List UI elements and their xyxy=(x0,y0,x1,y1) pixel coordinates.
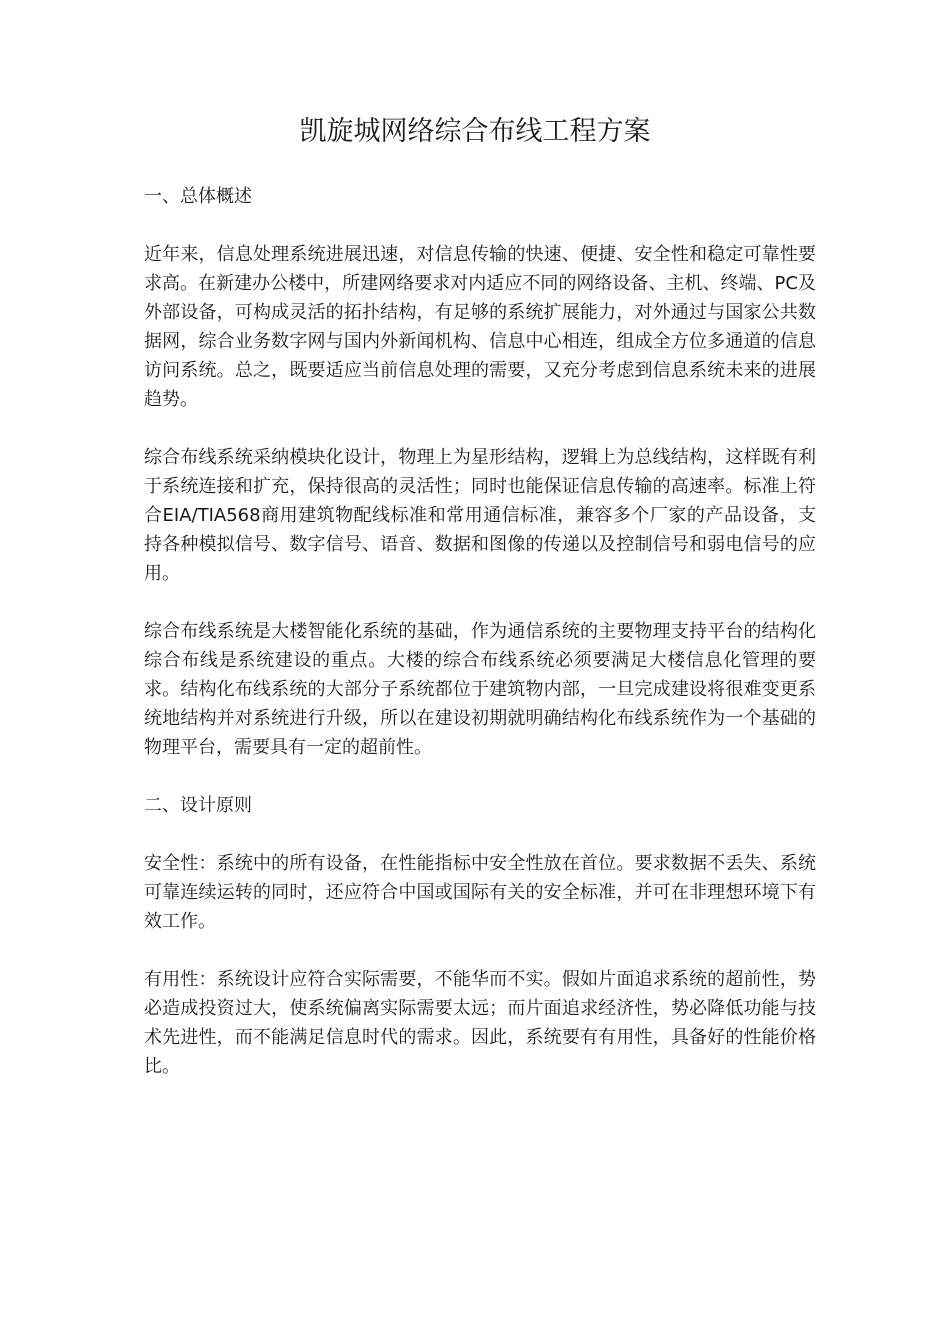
document-title: 凯旋城网络综合布线工程方案 xyxy=(299,116,651,147)
paragraph: 安全性：系统中的所有设备，在性能指标中安全性放在首位。要求数据不丢失、系统可靠连续运转的同时，还应符合中国或国际有关的安全标准，并可在非理想环境下有效工作。 xyxy=(144,853,816,932)
paragraph: 有用性：系统设计应符合实际需要，不能华而不实。假如片面追求系统的超前性，势必造成投资过大，使系统偏离实际需要太远；而片面追求经济性，势必降低功能与技术先进性，而不能满足信息时代的需求。因此，系统要有有用性，具备好的性能价格比。 xyxy=(144,969,816,1077)
paragraph: 近年来，信息处理系统进展迅速，对信息传输的快速、便捷、安全性和稳定可靠性要求高。在新建办公楼中，所建网络要求对内适应不同的网络设备、主机、终端、PC及外部设备，可构成灵活的拓扑结构，有足够的系统扩展能力，对外通过与国家公共数据网，综合业务数字网与国内外新闻机构、信息中心相连，组成全方位多通道的信息访问系统。总之，既要适应当前信息处理的需要，又充分考虑到信息系统未来的进展趋势。 xyxy=(144,244,816,410)
section-heading-overview: 一、总体概述 xyxy=(144,186,252,207)
section-heading-design-principles: 二、设计原则 xyxy=(144,795,252,816)
paragraph: 综合布线系统采纳模块化设计，物理上为星形结构，逻辑上为总线结构，这样既有利于系统连接和扩充，保持很高的灵活性；同时也能保证信息传输的高速率。标准上符合EIA/TIA568商用建筑物配线标准和常用通信标准，兼容多个厂家的产品设备，支持各种模拟信号、数字信号、语音、数据和图像的传递以及控制信号和弱电信号的应用。 xyxy=(144,447,816,584)
paragraph: 综合布线系统是大楼智能化系统的基础，作为通信系统的主要物理支持平台的结构化综合布线是系统建设的重点。大楼的综合布线系统必须要满足大楼信息化管理的要求。结构化布线系统的大部分子系统都位于建筑物内部，一旦完成建设将很难变更系统地结构并对系统进行升级，所以在建设初期就明确结构化布线系统作为一个基础的物理平台，需要具有一定的超前性。 xyxy=(144,621,816,758)
document-body xyxy=(144,182,816,1110)
